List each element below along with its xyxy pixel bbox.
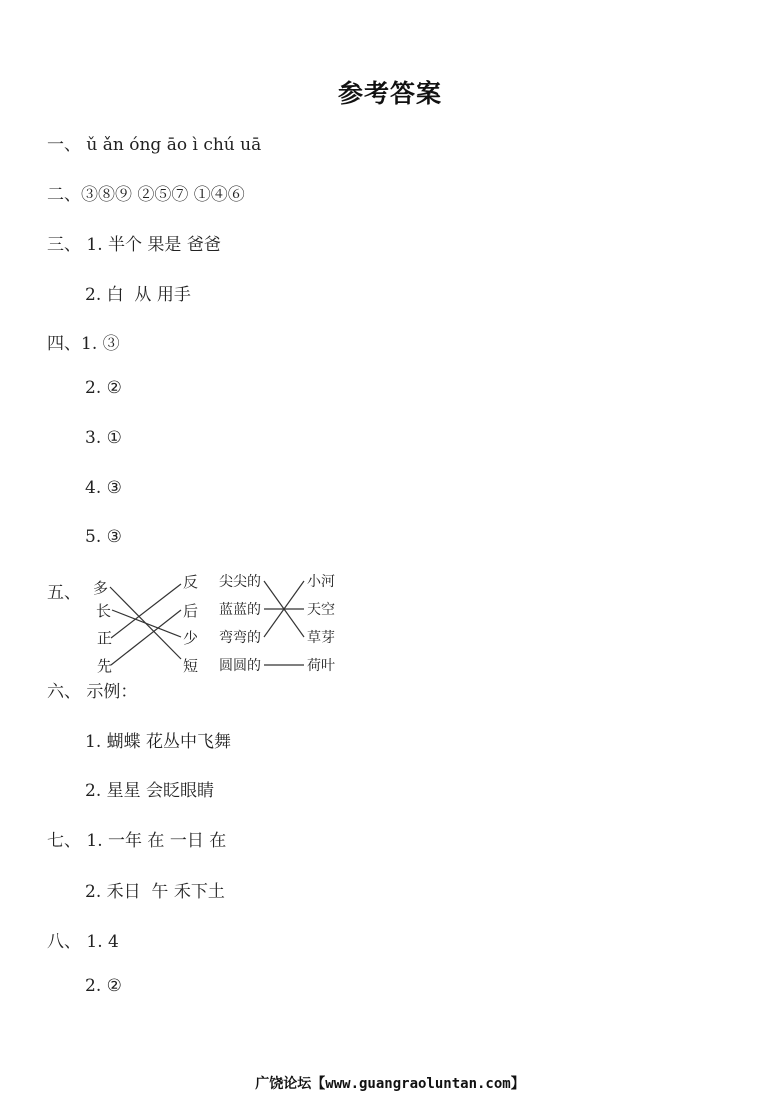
- answer-section-4-item-3: 3. ①: [85, 428, 122, 448]
- site-footer: 广饶论坛【www.guangraoluntan.com】: [255, 1076, 525, 1092]
- match-noun: 小河: [307, 574, 335, 590]
- answer-section-5-label: 五、: [47, 583, 81, 603]
- answer-section-7-item-1: 七、 1. 一年 在 一日 在: [47, 831, 227, 851]
- answer-section-6-item-1: 1. 蝴蝶 花丛中飞舞: [85, 732, 232, 752]
- match-line: [111, 610, 181, 665]
- match-adjective: 弯弯的: [219, 630, 261, 646]
- match-right-word: 后: [183, 602, 199, 620]
- answer-section-7-item-2: 2. 禾日 午 禾下土: [85, 882, 225, 902]
- answer-section-2: 二、③⑧⑨ ②⑤⑦ ①④⑥: [47, 185, 245, 205]
- answer-section-4-item-2: 2. ②: [85, 378, 122, 398]
- match-left-word: 长: [96, 602, 112, 620]
- match-right-word: 短: [183, 657, 199, 675]
- answer-section-6-item-2: 2. 星星 会眨眼睛: [85, 781, 215, 801]
- match-noun: 天空: [307, 602, 335, 618]
- match-adjective: 蓝蓝的: [219, 602, 261, 618]
- match-right-word: 反: [183, 573, 199, 591]
- match-line: [111, 584, 181, 638]
- page-title: 参考答案: [337, 79, 442, 108]
- match-line: [112, 610, 181, 637]
- answer-section-8-item-1: 八、 1. 4: [47, 932, 119, 952]
- match-left-word: 正: [97, 629, 113, 647]
- answer-section-1: 一、 ǔ ǎn óng āo ì chú uā: [47, 135, 262, 155]
- match-adjective: 圆圆的: [219, 658, 261, 674]
- match-left-word: 先: [97, 657, 113, 675]
- answer-section-4-item-1: 四、1. ③: [47, 334, 120, 354]
- match-noun: 荷叶: [307, 658, 335, 674]
- match-left-word: 多: [93, 579, 109, 597]
- match-right-word: 少: [183, 629, 199, 647]
- answer-section-6: 六、 示例：: [47, 682, 138, 702]
- answer-section-3-item-2: 2. 白 从 用手: [85, 285, 191, 305]
- answer-section-8-item-2: 2. ②: [85, 976, 122, 996]
- answer-section-4-item-5: 5. ③: [85, 527, 122, 547]
- answer-section-4-item-4: 4. ③: [85, 478, 122, 498]
- match-noun: 草芽: [307, 630, 335, 646]
- answer-section-3-item-1: 三、 1. 半个 果是 爸爸: [47, 235, 221, 255]
- match-adjective: 尖尖的: [219, 574, 261, 590]
